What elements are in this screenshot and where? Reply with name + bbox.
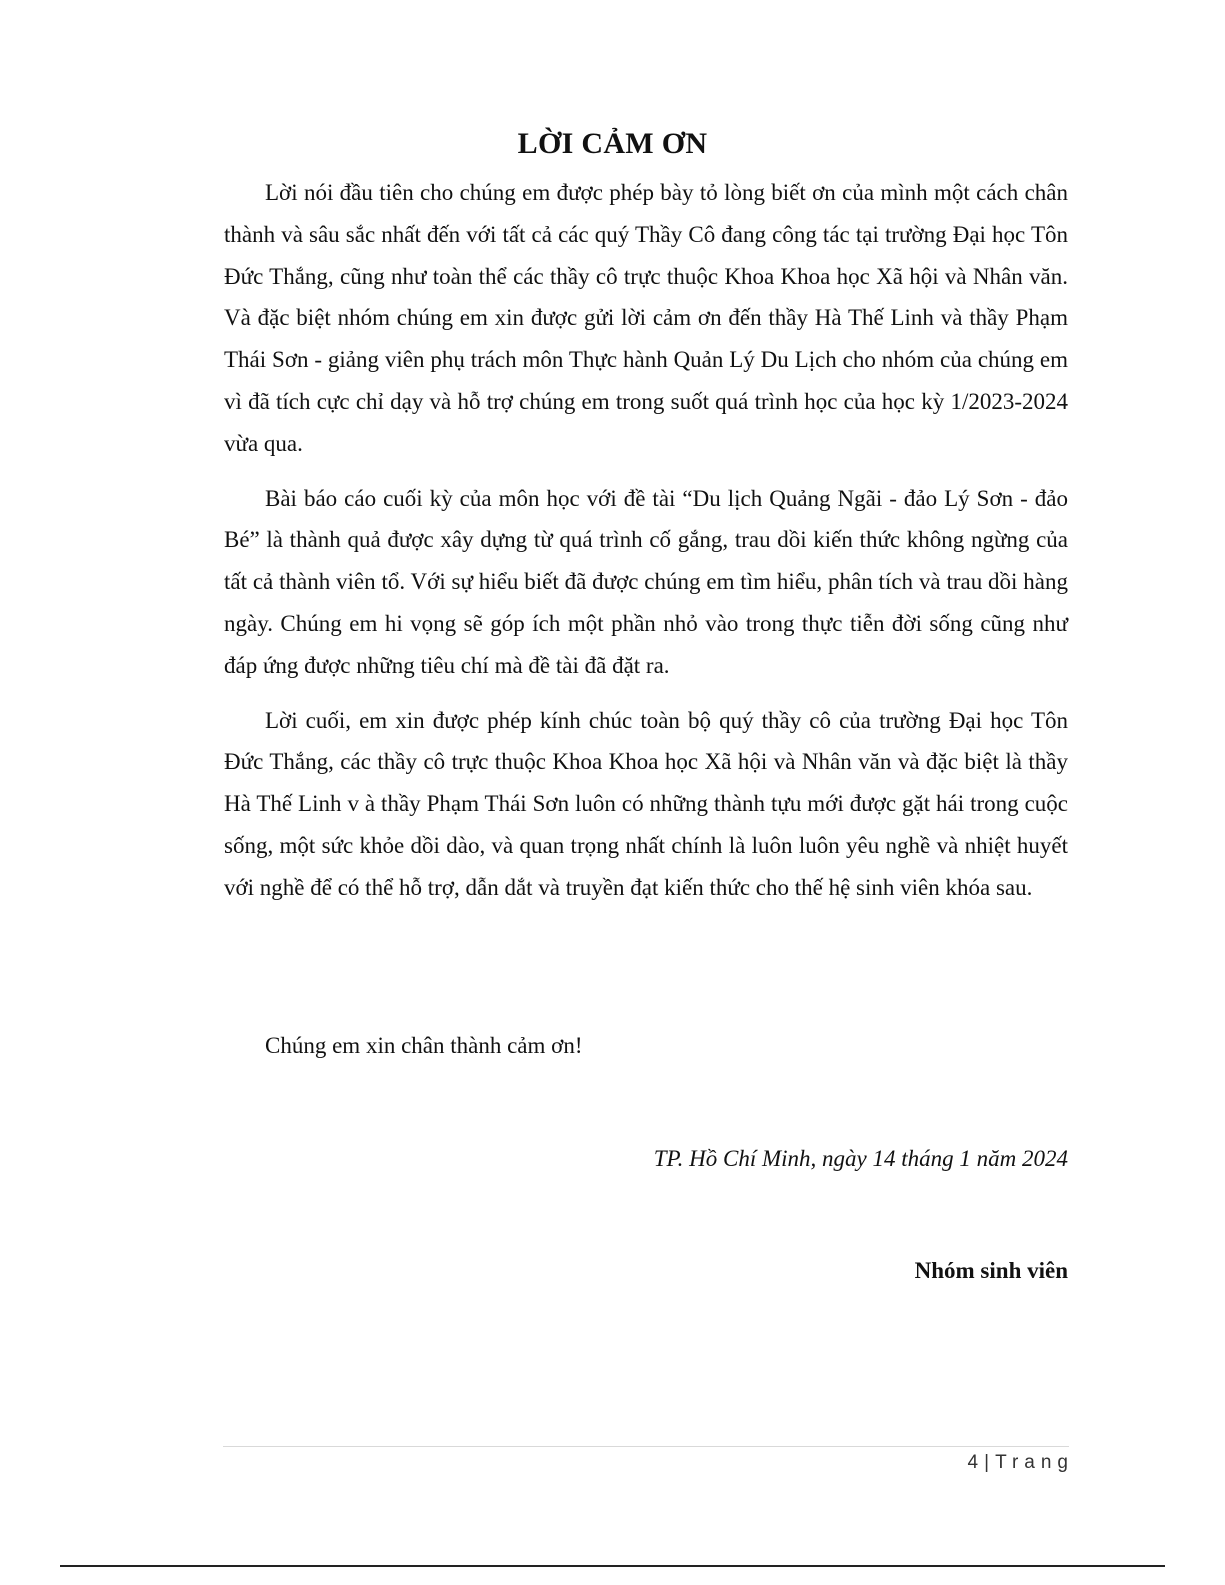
page-title: LỜI CẢM ƠN [517,127,708,160]
bottom-border [60,1565,1165,1567]
page-footer [967,1450,1074,1476]
paragraph-3: Lời cuối, em xin được phép kính chúc toàn bộ quý thầy cô của trường Đại học Tôn Đức Thắng, các thầy cô trực thuộc Khoa Khoa học Xã hội và Nhân văn và đặc biệt là thầy Hà Thế Linh v à thầy Phạm Thái Sơn luôn có những thành tựu mới được gặt hái trong cuộc sống, một sức khỏe dồi dào, và quan trọng nhất chính là luôn luôn yêu nghề và nhiệt huyết với nghề để có thể hỗ trợ, dẫn dắt và truyền đạt kiến thức cho thế hệ sinh viên khóa sau. [224,707,1068,900]
paragraph-1: Lời nói đầu tiên cho chúng em được phép bày tỏ lòng biết ơn của mình một cách chân thành và sâu sắc nhất đến với tất cả các quý Thầy Cô đang công tác tại trường Đại học Tôn Đức Thắng, cũng như toàn thể các thầy cô trực thuộc Khoa Khoa học Xã hội và Nhân văn. Và đặc biệt nhóm chúng em xin được gửi lời cảm ơn đến thầy Hà Thế Linh và thầy Phạm Thái Sơn - giảng viên phụ trách môn Thực hành Quản Lý Du Lịch cho nhóm của chúng em vì đã tích cực chỉ dạy và hỗ trợ chúng em trong suốt quá trình học của học kỳ 1/2023-2024 vừa qua. [224,180,1068,456]
page-number: 4 [967,1452,979,1473]
place-date: TP. Hồ Chí Minh, ngày 14 tháng 1 năm 2024 [653,1146,1068,1171]
signer: Nhóm sinh viên [914,1258,1068,1283]
footer-separator: | [984,1452,990,1473]
footer-divider [223,1446,1069,1447]
closing-line: Chúng em xin chân thành cảm ơn! [265,1033,583,1058]
page-word: Trang [995,1452,1074,1473]
paragraph-2: Bài báo cáo cuối kỳ của môn học với đề tài “Du lịch Quảng Ngãi - đảo Lý Sơn - đảo Bé” là thành quả được xây dựng từ quá trình cố gắng, trau dồi kiến thức không ngừng của tất cả thành viên tổ. Với sự hiểu biết đã được chúng em tìm hiểu, phân tích và trau dồi hàng ngày. Chúng em hi vọng sẽ góp ích một phần nhỏ vào trong thực tiễn đời sống cũng như đáp ứng được những tiêu chí mà đề tài đã đặt ra. [224,485,1068,678]
body-text [224,172,1068,922]
